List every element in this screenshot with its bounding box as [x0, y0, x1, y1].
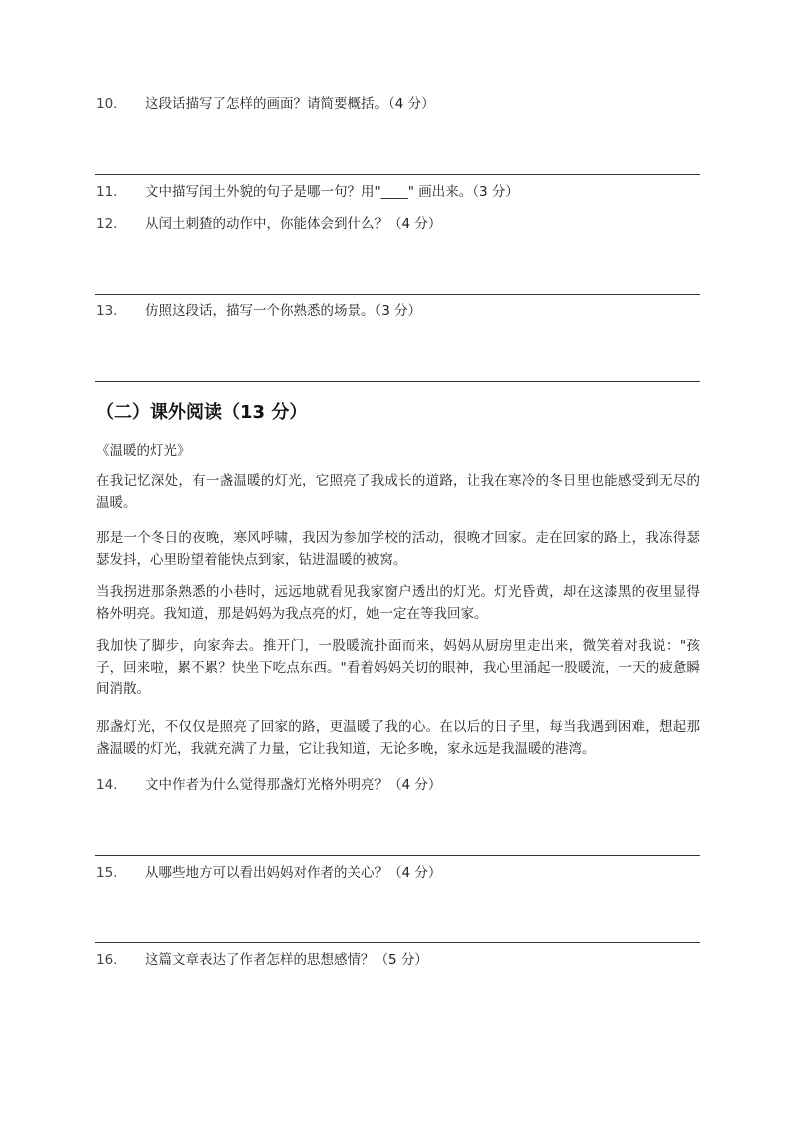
answer-line — [95, 381, 700, 382]
question-text: 这篇文章表达了作者怎样的思想感情？（5 分） — [145, 952, 428, 968]
article-title: 《温暖的灯光》 — [96, 443, 191, 459]
article-paragraph: 我加快了脚步，向家奔去。推开门，一股暖流扑面而来，妈妈从厨房里走出来，微笑着对我说："孩子，回来啦，累不累？快坐下吃点东西。"看着妈妈关切的眼神，我心里涌起一股暖流，一天的疲惫瞬间消散。 — [96, 638, 700, 697]
question-number: 14. — [96, 777, 118, 793]
question-number: 13. — [96, 303, 118, 319]
question-text: 从闰土刺猹的动作中，你能体会到什么？（4 分） — [145, 216, 442, 232]
question-text: 这段话描写了怎样的画面？请简要概括。（4 分） — [145, 96, 435, 112]
article-paragraph: 那盏灯光，不仅仅是照亮了回家的路，更温暖了我的心。在以后的日子里，每当我遇到困难，想起那盏温暖的灯光，我就充满了力量，它让我知道，无论多晚，家永远是我温暖的港湾。 — [96, 719, 700, 757]
article-paragraph: 那是一个冬日的夜晚，寒风呼啸，我因为参加学校的活动，很晚才回家。走在回家的路上，我冻得瑟瑟发抖，心里盼望着能快点到家，钻进温暖的被窝。 — [96, 530, 700, 568]
question-number: 12. — [96, 216, 118, 232]
question-number: 10. — [96, 96, 118, 112]
question-text: 从哪些地方可以看出妈妈对作者的关心？（4 分） — [145, 865, 442, 881]
question-text: 仿照这段话，描写一个你熟悉的场景。（3 分） — [145, 303, 422, 319]
question-number: 15. — [96, 865, 118, 881]
question-number: 11. — [96, 184, 118, 200]
question-number: 16. — [96, 952, 118, 968]
article-paragraph: 在我记忆深处，有一盏温暖的灯光，它照亮了我成长的道路，让我在寒冷的冬日里也能感受到无尽的温暖。 — [96, 473, 700, 511]
answer-line — [95, 294, 700, 295]
section-title: （二）课外阅读（13 分） — [96, 402, 308, 423]
answer-line — [95, 174, 700, 175]
answer-line — [95, 942, 700, 943]
answer-line — [95, 855, 700, 856]
article-paragraph: 当我拐进那条熟悉的小巷时，远远地就看见我家窗户透出的灯光。灯光昏黄，却在这漆黑的夜里显得格外明亮。我知道，那是妈妈为我点亮的灯，她一定在等我回家。 — [96, 584, 700, 622]
question-text: 文中作者为什么觉得那盏灯光格外明亮？（4 分） — [145, 777, 442, 793]
question-text: 文中描写闰土外貌的句子是哪一句？用"____" 画出来。（3 分） — [145, 184, 519, 200]
